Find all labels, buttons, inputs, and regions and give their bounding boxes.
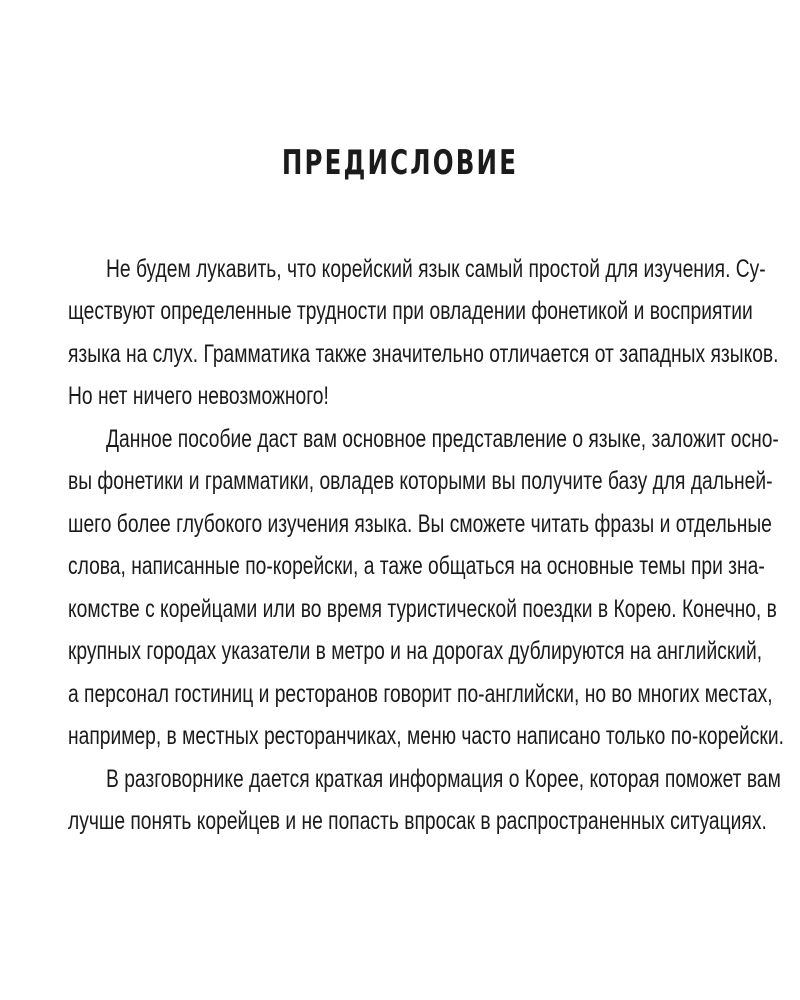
paragraph-line: Но нет ничего невозможного! — [68, 382, 329, 410]
paragraph-line: крупных городах указатели в метро и на дорогах дублируются на английский, — [68, 637, 763, 665]
paragraph-line: вы фонетики и грамматики, овладев которыми вы получите базу для дальней- — [68, 467, 773, 495]
paragraph-line: ществуют определенные трудности при овладении фонетикой и восприятии — [68, 297, 753, 325]
paragraph-line: Данное пособие даст вам основное представление о языке, заложит осно- — [106, 425, 779, 453]
paragraph-line: Не будем лукавить, что корейский язык самый простой для изучения. Су- — [106, 255, 766, 283]
paragraph-line: а персонал гостиниц и ресторанов говорит по-английски, но во многих местах, — [68, 680, 773, 708]
paragraph-line: В разговорнике дается краткая информация о Корее, которая поможет вам — [106, 765, 781, 793]
paragraph-line: лучше понять корейцев и не попасть впросак в распространенных ситуациях. — [68, 807, 767, 835]
paragraph-line: комстве с корейцами или во время туристической поездки в Корею. Конечно, в — [68, 595, 777, 623]
page-title: ПРЕДИСЛОВИЕ — [281, 143, 519, 183]
paragraph-line: языка на слух. Грамматика также значительно отличается от западных языков. — [68, 340, 779, 368]
paragraph-line: шего более глубокого изучения языка. Вы сможете читать фразы и отдельные — [68, 510, 772, 538]
paragraph-line: например, в местных ресторанчиках, меню часто написано только по-корейски. — [68, 722, 784, 750]
paragraph-line: слова, написанные по-корейски, а таже общаться на основные темы при зна- — [68, 552, 765, 580]
